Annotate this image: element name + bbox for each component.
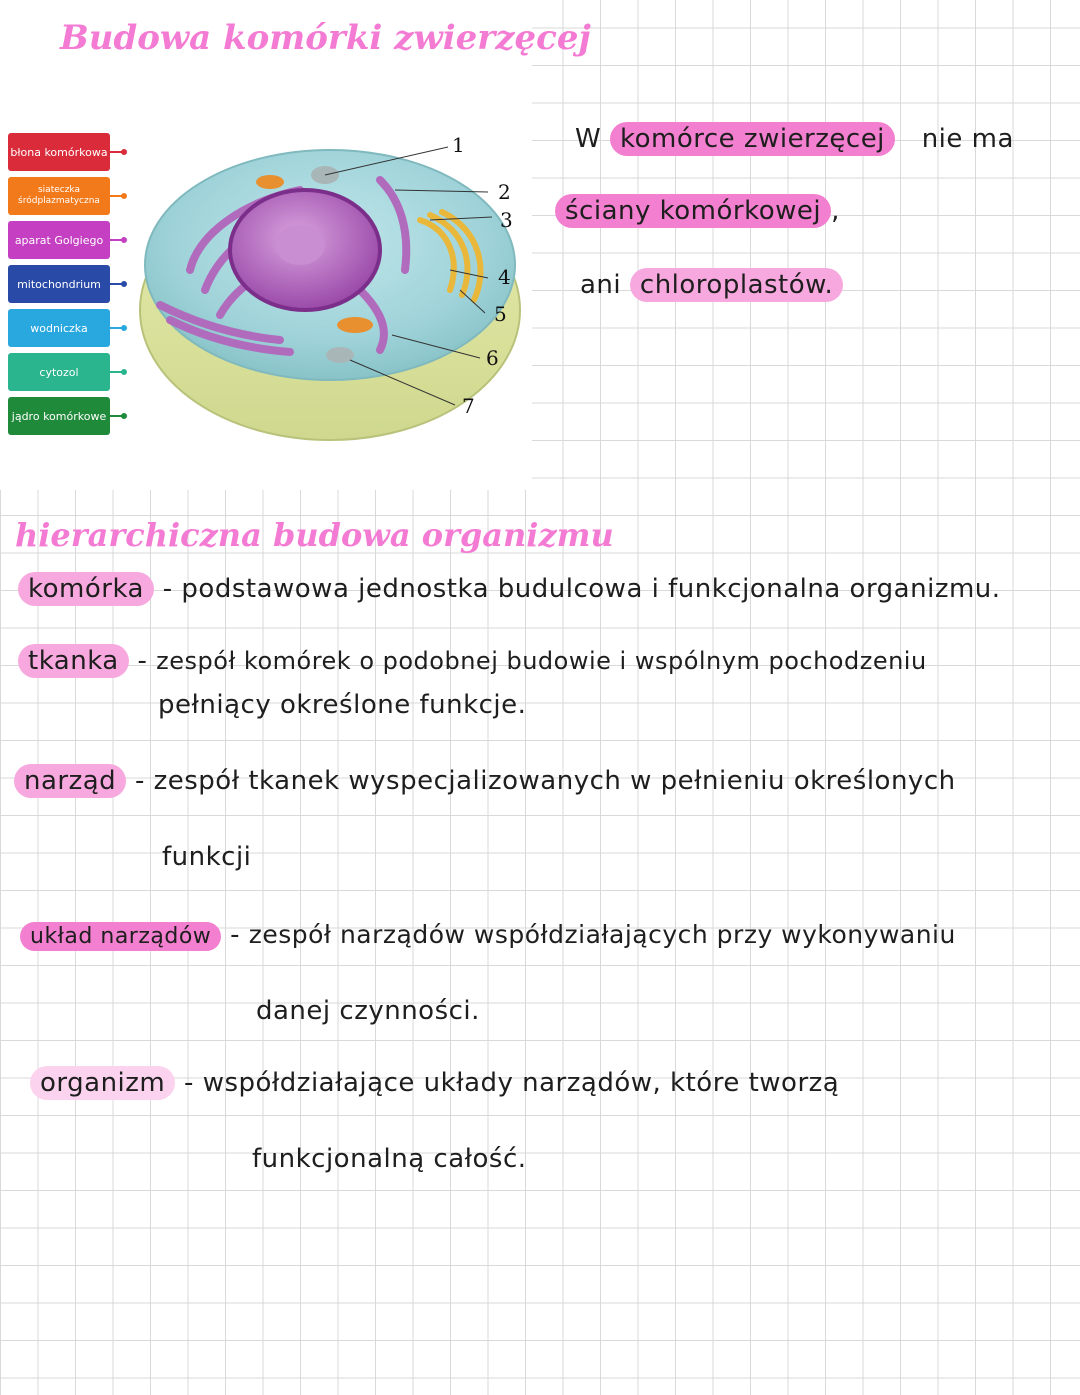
legend-item-nucleus: jądro komórkowe	[8, 397, 110, 435]
legend-dot	[121, 281, 127, 287]
highlight-animal-cell: komórce zwierzęcej	[610, 122, 895, 156]
definition-organ-system-cont	[256, 996, 480, 1026]
legend-item-mitochondrion: mitochondrium	[8, 265, 110, 303]
definition-organism-cont	[252, 1144, 527, 1174]
definition-text: podstawowa jednostka budulcowa i funkcjonalna organizmu.	[181, 574, 1001, 604]
term: organizm	[30, 1066, 175, 1100]
legend-item-golgi: aparat Golgiego	[8, 221, 110, 259]
highlight-chloroplasts: chloroplastów.	[630, 268, 843, 302]
definition-text: danej czynności.	[256, 996, 480, 1026]
legend-item-cell-membrane: błona komórkowa	[8, 133, 110, 171]
legend-dot	[121, 369, 127, 375]
term: komórka	[18, 572, 154, 606]
callout-number: 1	[452, 133, 465, 157]
definition-organ-cont	[162, 842, 251, 872]
legend-dot	[121, 193, 127, 199]
highlight-cell-wall: ściany komórkowej	[555, 194, 831, 228]
definition-tissue-cont	[158, 690, 526, 720]
mitochondrion-2	[256, 175, 284, 189]
definition-organism: organizm - współdziałające układy narządów, które tworzą	[30, 1068, 839, 1098]
definition-text: zespół narządów współdziałających przy wykonywaniu	[248, 920, 956, 949]
callout-number: 4	[498, 265, 511, 289]
callout-number: 6	[486, 346, 499, 370]
mitochondrion	[337, 317, 373, 333]
definition-text: pełniący określone funkcje.	[158, 690, 527, 720]
callout-number: 5	[494, 302, 507, 326]
definition-text: funkcjonalną całość.	[252, 1144, 527, 1174]
vacuole-2	[326, 347, 354, 363]
definition-cell: komórka - podstawowa jednostka budulcowa i funkcjonalna organizmu.	[18, 574, 1001, 604]
page-title: Budowa komórki zwierzęcej	[60, 18, 591, 58]
callout-number: 7	[462, 394, 475, 418]
term: narząd	[14, 764, 126, 798]
note-line-3: ani chloroplastów.	[580, 270, 843, 300]
definition-text: funkcji	[162, 842, 252, 872]
legend-dot	[121, 149, 127, 155]
definition-text: zespół komórek o podobnej budowie i wspólnym pochodzeniu	[156, 647, 927, 675]
definition-organ-system: układ narządów - zespół narządów współdziałających przy wykonywaniu	[20, 920, 956, 950]
definition-organ: narząd - zespół tkanek wyspecjalizowanych w pełnieniu określonych	[14, 766, 956, 796]
definition-text: współdziałające układy narządów, które tworzą	[202, 1068, 840, 1098]
legend-dot	[121, 325, 127, 331]
legend-item-er: siateczka śródplazmatyczna	[8, 177, 110, 215]
legend-dot	[121, 413, 127, 419]
callout-number: 2	[498, 180, 511, 204]
term: układ narządów	[20, 922, 221, 951]
definition-tissue: tkanka - zespół komórek o podobnej budowie i wspólnym pochodzeniu	[18, 646, 927, 676]
note-line-2: ściany komórkowej ,	[555, 196, 840, 226]
term: tkanka	[18, 644, 129, 678]
note-line-1: W komórce zwierzęcej nie ma	[575, 124, 1014, 154]
legend-item-vacuole: wodniczka	[8, 309, 110, 347]
nucleolus	[275, 225, 325, 265]
legend-item-cytosol: cytozol	[8, 353, 110, 391]
definition-text: zespół tkanek wyspecjalizowanych w pełnieniu określonych	[153, 766, 956, 796]
legend-dot	[121, 237, 127, 243]
callout-number: 3	[500, 208, 513, 232]
section-title: hierarchiczna budowa organizmu	[15, 516, 614, 554]
